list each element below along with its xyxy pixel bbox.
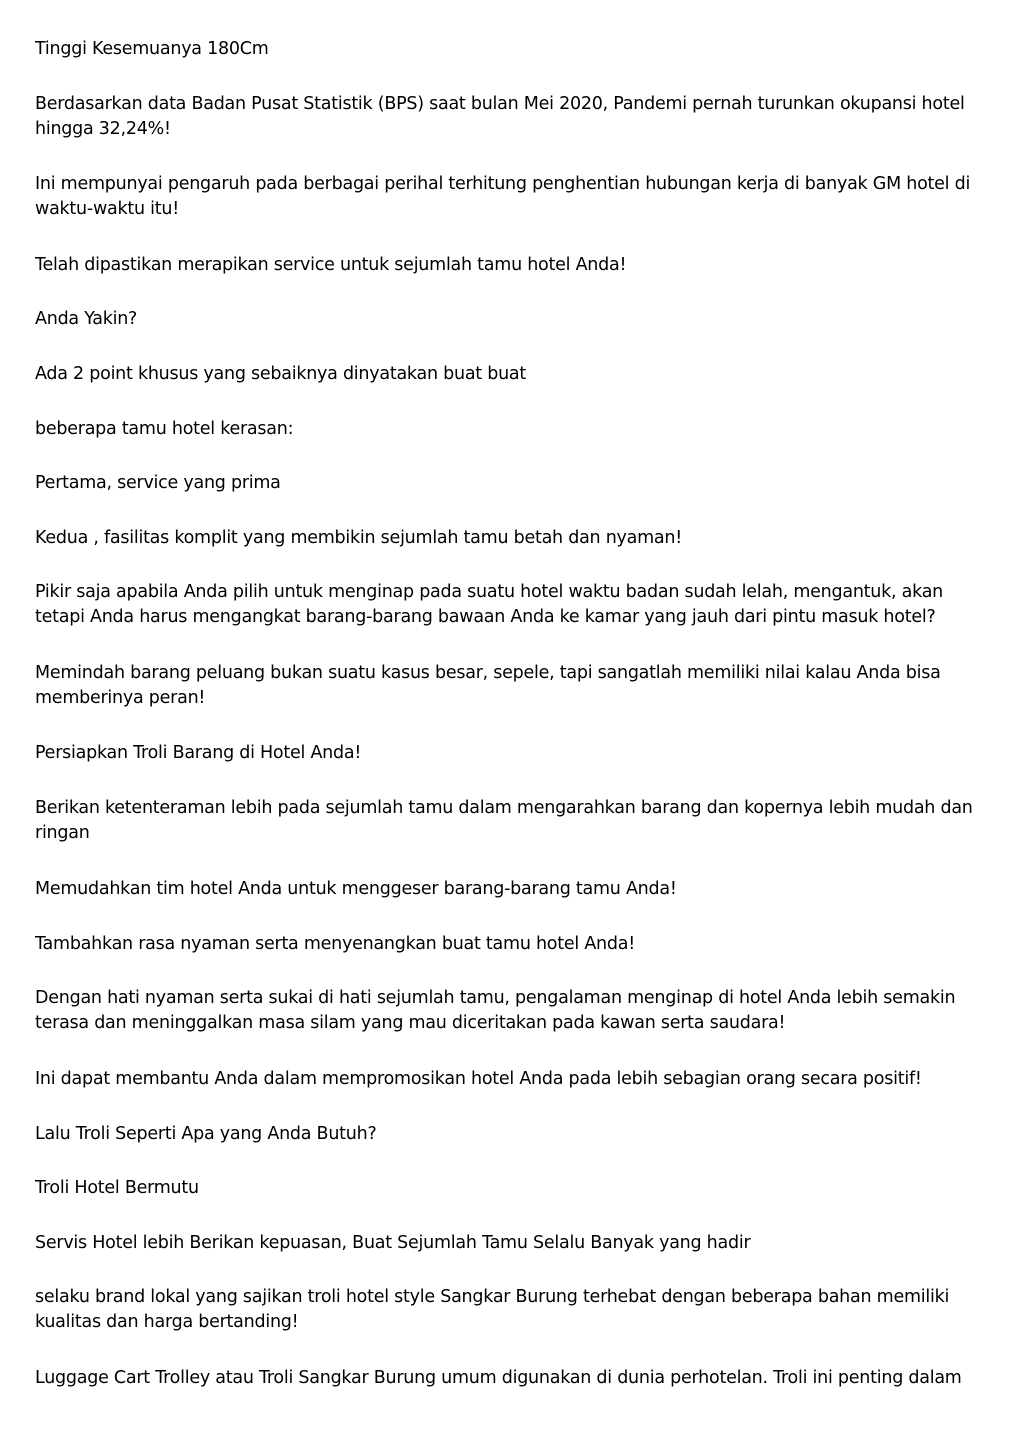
paragraph-experience: Dengan hati nyaman serta sukai di hati sejumlah tamu, pengalaman menginap di hotel Anda lebih semakin terasa dan meninggalkan masa silam yang mau diceritakan pada kawan serta saudara! xyxy=(35,988,956,1033)
paragraph-comfort: Berikan ketenteraman lebih pada sejumlah tamu dalam mengarahkan barang dan kopernya lebih mudah dan ringan xyxy=(35,798,973,843)
paragraph-are-you-sure: Anda Yakin? xyxy=(35,309,138,329)
paragraph-prepare-trolley: Persiapkan Troli Barang di Hotel Anda! xyxy=(35,743,362,763)
paragraph-first-point: Pertama, service yang prima xyxy=(35,473,281,493)
paragraph-imagine: Pikir saja apabila Anda pilih untuk menginap pada suatu hotel waktu badan sudah lelah, mengantuk, akan tetapi Anda harus mengangkat barang-barang bawaan Anda ke kamar yang jauh dari pintu masuk hotel? xyxy=(35,582,944,627)
paragraph-question: Lalu Troli Seperti Apa yang Anda Butuh? xyxy=(35,1124,377,1144)
paragraph-quality-trolley: Troli Hotel Bermutu xyxy=(35,1178,199,1198)
paragraph-add-comfort: Tambahkan rasa nyaman serta menyenangkan buat tamu hotel Anda! xyxy=(35,934,635,954)
paragraph-local-brand: selaku brand lokal yang sajikan troli hotel style Sangkar Burung terhebat dengan beberapa bahan memiliki kualitas dan harga bertanding! xyxy=(35,1287,950,1332)
paragraph-service-check: Telah dipastikan merapikan service untuk sejumlah tamu hotel Anda! xyxy=(35,255,627,275)
paragraph-impact: Ini mempunyai pengaruh pada berbagai perihal terhitung penghentian hubungan kerja di banyak GM hotel di waktu-waktu itu! xyxy=(35,174,971,219)
paragraph-bps-data: Berdasarkan data Badan Pusat Statistik (BPS) saat bulan Mei 2020, Pandemi pernah turunkan okupansi hotel hingga 32,24%! xyxy=(35,94,965,139)
paragraph-total-height: Tinggi Kesemuanya 180Cm xyxy=(35,39,269,59)
paragraph-moving-goods: Memindah barang peluang bukan suatu kasus besar, sepele, tapi sangatlah memiliki nilai kalau Anda bisa memberinya peran! xyxy=(35,663,941,708)
paragraph-luggage-cart: Luggage Cart Trolley atau Troli Sangkar Burung umum digunakan di dunia perhotelan. Troli ini penting dalam xyxy=(35,1368,962,1388)
paragraph-service-satisfaction: Servis Hotel lebih Berikan kepuasan, Buat Sejumlah Tamu Selalu Banyak yang hadir xyxy=(35,1233,751,1253)
paragraph-ease-team: Memudahkan tim hotel Anda untuk menggeser barang-barang tamu Anda! xyxy=(35,879,677,899)
paragraph-two-points: Ada 2 point khusus yang sebaiknya dinyatakan buat buat xyxy=(35,364,527,384)
paragraph-guests-comfortable: beberapa tamu hotel kerasan: xyxy=(35,419,294,439)
paragraph-promotion: Ini dapat membantu Anda dalam mempromosikan hotel Anda pada lebih sebagian orang secara positif! xyxy=(35,1069,922,1089)
paragraph-second-point: Kedua , fasilitas komplit yang membikin sejumlah tamu betah dan nyaman! xyxy=(35,528,682,548)
